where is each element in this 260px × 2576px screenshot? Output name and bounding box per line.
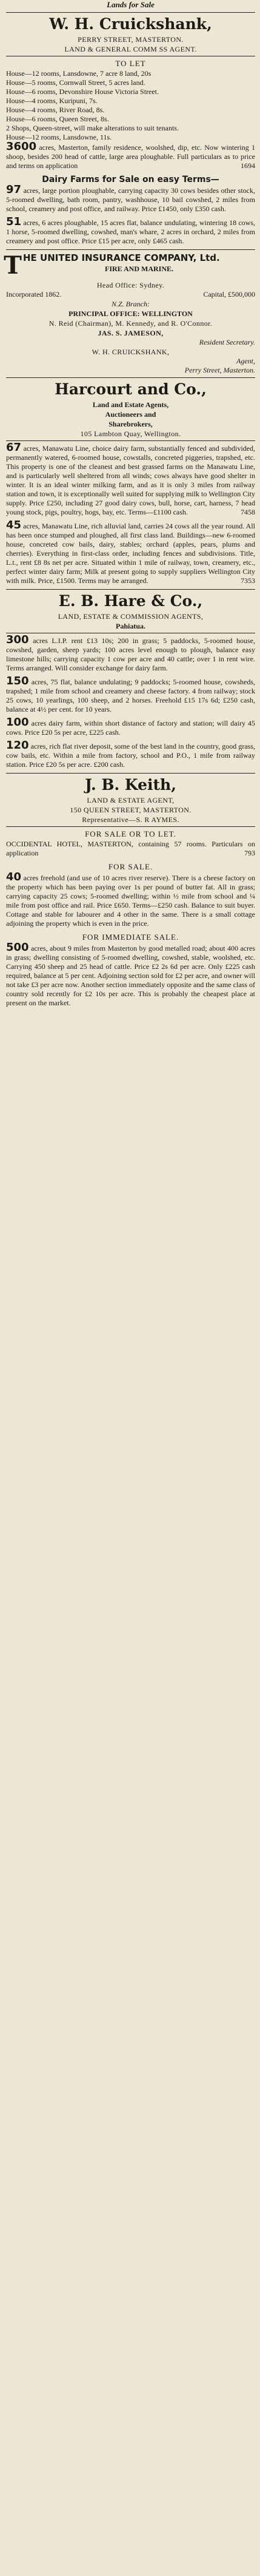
capital: Capital, £500,000 [203, 290, 255, 298]
listing-text: acres, Masterton, family residence, woolshed, dip, etc. Now wintering 1 shoop, besides 200 head of cattle, large area ploughable. Full particulars as to price and terms on application [6, 143, 255, 170]
representative: Representative—S. R AYMES. [82, 815, 179, 824]
divider [6, 12, 255, 13]
listing-acres: 150 [6, 675, 29, 687]
for-sale-or-let-heading: FOR SALE OR TO LET. [85, 829, 176, 838]
agent-name: W. H. CRUICKSHANK, [92, 348, 170, 356]
listing-code: 7353 [241, 576, 255, 585]
advertiser-address: PERRY STREET, MASTERTON. [78, 35, 184, 44]
list-item: House—12 rooms, Lansdowne, 7 acre 8 land, 20s [6, 69, 152, 78]
advertiser-name: W. H. Cruickshank, [49, 15, 212, 33]
listing-acres: 45 [6, 519, 22, 531]
listing-acres: 67 [6, 441, 22, 454]
listing-text: acres dairy farm, within short distance of factory and station; will dairy 45 cows. Price £20 5s per acre, £225 cash. [6, 719, 255, 737]
divider [6, 440, 255, 441]
advertiser-address: 150 QUEEN STREET, MASTERTON. [70, 806, 192, 814]
to-let-heading: TO LET [115, 59, 146, 68]
listing-code: 793 [244, 849, 255, 857]
listing [6, 718, 255, 737]
listing-acres: 51 [6, 215, 22, 228]
listing-text: acres, Manawatu Line, rich alluvial land, carries 24 cows all the year round. All has been once stumped and ploughed, all first class land. Buildings—new 6-roomed house, concreted cow bails, dairy, stables; orchard (apples, pears, plums and cherries). Everything in first-class order, including fences and subdivisions. Title, L.t., rent £8 8s net per acre. Situated within 1 mile of railway, town, creamery, etc., perfect winter dairy farm; Milk at present going to supply suppliers Wellington City with milk. Price, £1500. Terms may be arranged. [6, 522, 256, 585]
insurance-logo [4, 251, 22, 280]
advertiser-role: LAND, ESTATE & COMMISSION AGENTS, [58, 612, 204, 621]
listing-text: acres, large portion ploughable, carrying capacity 30 cows besides other stock, 5-roomed dwelling, bath room, pantry, washhouse, 10 bail cowshed, 2 miles from school, creamery and post office, and railway. Price £1450, only £350 cash. [6, 186, 255, 213]
listing-acres: 300 [6, 633, 29, 646]
agent-address: Perry Street, Masterton. [184, 366, 255, 374]
advertiser-role-1: Land and Estate Agents, [92, 400, 169, 409]
listing [6, 521, 255, 585]
listing [6, 142, 255, 170]
divider [6, 589, 255, 590]
listing-text: acres, 6 acres ploughable, 15 acres flat, balance undulating, wintering 18 cows, 1 horse, 5-roomed dwelling, cowshed, man's whare, 2 acres in orchard, 2 miles from creamery and post office. Price £15 per acre, only £465 cash. [6, 218, 255, 245]
listing-text: acres L.I.P. rent £13 10s; 200 in grass; 5 paddocks, 5-roomed house, cowshed, garden, sheep yards; 100 acres level enough to plough, balance easy limestone hills; carrying capacity 1 cow per acre and 40 cattle; over 1 in rent wire. Terms arranged. Will consider exchange for dairy farm. [6, 636, 256, 672]
listing-acres: 97 [6, 183, 22, 196]
listing-text: acres, rich flat river deposit, some of the best land in the country, good grass, cow bails, etc. Within a mile from factory, school and P.O., 1 mile from railway station. Price £20 5s per acre. £200 cash. [6, 742, 255, 769]
listing [6, 676, 255, 714]
listing [6, 741, 255, 769]
secretary-name: JAS. S. JAMESON, [98, 329, 164, 337]
divider [6, 826, 255, 827]
advertiser-name: E. B. Hare & Co., [58, 592, 203, 610]
incorporation-row [6, 290, 255, 299]
listing-acres: 100 [6, 716, 29, 729]
listing [6, 217, 255, 246]
head-office: Head Office: Sydney. [96, 281, 165, 289]
cruickshank-ad [6, 15, 255, 246]
list-item: House—4 rooms, Kuripuni, 7s. [6, 96, 98, 105]
listing [6, 185, 255, 214]
list-item: House—6 rooms, Queen Street, 8s. [6, 115, 109, 123]
listing-text: OCCIDENTAL HOTEL, MASTERTON, containing 57 rooms. Particulars on application [6, 840, 255, 857]
advertiser-role: LAND & GENERAL COMM SS AGENT. [64, 45, 197, 53]
advertiser-role-2: Auctioneers and [105, 410, 156, 419]
divider [6, 773, 255, 774]
agent-title: Agent, [236, 357, 255, 365]
list-item: House—6 rooms, Devonshire House Victoria Street. [6, 87, 159, 96]
keith-ad [6, 776, 255, 1008]
listing [6, 443, 255, 517]
secretary-title: Resident Secretary. [199, 338, 255, 346]
list-item: House—12 rooms, Lansdowne, 11s. [6, 133, 112, 141]
listing-acres: 40 [6, 871, 22, 883]
advertiser-town: Pahiatua. [115, 622, 145, 630]
listing-text: acres, Manawatu Line, choice dairy farm, substantially fenced and subdivided, permanently watered, 6-roomed house, cowstalls, concreted piggeries, trapshed, etc. This property is one of the cleanest and best grassed farms on the Manawatu Line, and is particularly well sheltered from all winds; cows always have good shelter in winter. It is an ideal winter milking farm, and as it is only 3 miles from railway station and town, it is exceptionally well suited for supplying milk to Wellington City supply. Price £250, including 27 good dairy cows, bull, horse, cart, harness, 7 head young stock, pigs, poultry, hogs, bay, etc. Terms—£1100 cash. [6, 444, 256, 516]
divider [6, 377, 255, 378]
for-sale-heading: FOR SALE. [108, 862, 153, 871]
hare-ad [6, 592, 255, 769]
advertiser-name: J. B. Keith, [85, 776, 176, 794]
listing-text: acres freehold (and use of 10 acres river reserve). There is a cheese factory on the property which has been paying over 1s per pound of butter fat. All in grass; carrying capacity 25 cows; 5-roomed dwelling; within ½ mile from school and ¼ mile from post office and rail. Price £650. Terms—£250 cash. Balance to suit buyer. Cottage and stable for labourer and 4 other in the same. There is a small cottage adjoining the property which is even in the price. [6, 874, 256, 928]
listing [6, 840, 255, 858]
listing-acres: 3600 [6, 140, 37, 153]
listing-code: 1694 [241, 161, 255, 170]
dairy-heading: Dairy Farms for Sale on easy Terms— [42, 175, 219, 184]
advertiser-role-3: Sharebrokers, [108, 420, 153, 428]
list-item: 2 Shops, Queen-street, will make alterations to suit tenants. [6, 124, 179, 132]
insurance-kind: FIRE AND MARINE. [104, 265, 173, 273]
listing-acres: 120 [6, 739, 29, 752]
advertiser-role: LAND & ESTATE AGENT, [87, 796, 175, 804]
incorporated: Incorporated 1862. [6, 290, 62, 298]
listing-acres: 500 [6, 941, 29, 954]
directors: N. Reid (Chairman), M. Kennedy, and R. O'Connor. [48, 319, 213, 328]
listing-text: acres, 75 flat, balance undulating; 9 paddocks; 5-roomed house, cowsheds, trapshed; 1 mile from school and creamery and cheese factory. 4 from railway; stock 25 cows, 10 yearlings, 100 sheep, and 2 horses. Freehold £15 17s 6d; £250 cash, balance at 4½ per cent. for 10 years. [6, 678, 255, 713]
list-item: House—5 rooms, Cornwall Street, 5 acres land. [6, 78, 145, 87]
listing [6, 635, 255, 673]
principal-office: PRINCIPAL OFFICE: WELLINGTON [68, 309, 193, 318]
divider [6, 249, 255, 250]
advertiser-address: 105 Lambton Quay, Wellington. [80, 430, 181, 438]
immediate-sale-heading: FOR IMMEDIATE SALE. [82, 932, 179, 942]
to-let-list [6, 69, 255, 142]
listing [6, 943, 255, 1008]
insurance-name: HE UNITED INSURANCE COMPANY, Ltd. [23, 252, 220, 263]
logo-letter: T [4, 251, 22, 280]
branch: N.Z. Branch: [112, 300, 150, 308]
listing [6, 872, 255, 928]
list-item: House—4 rooms, River Road, 8s. [6, 106, 105, 114]
advertiser-name: Harcourt and Co., [55, 380, 207, 398]
listing-code: 7458 [241, 508, 255, 516]
insurance-ad [6, 252, 255, 375]
section-header: Lands for Sale [107, 0, 155, 9]
listing-text: acres, about 9 miles from Masterton by good metalled road; about 400 acres in grass; dwelling consisting of 5-roomed dwelling, cowshed, stable, woolshed, etc. Carrying 450 sheep and 25 head of cattle. Price £2 2s 6d per acre. Only £225 cash required, balance at 5 per cent. Adjoining section sold for £2 per acre, and owner will not take £3 per acre now. Another section immediately opposite and the same class of country sold recently for £2 10s per acre. This is probably the cheapest place at present on the market. [6, 944, 255, 1007]
harcourt-ad [6, 380, 255, 585]
